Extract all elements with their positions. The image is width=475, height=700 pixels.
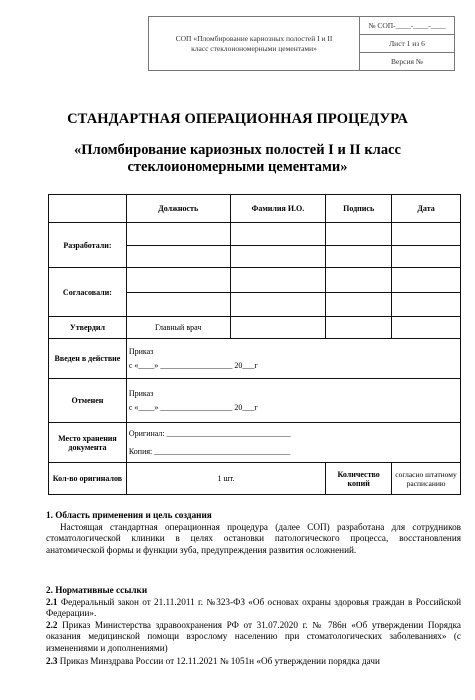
section-1-text: Настоящая стандартная операционная процедура (далее СОП) разработана для сотрудников стоматологической клиники в целях остановки патологического процесса, восстановления анатомической формы и функции зуба, предупреждения развития осложнений. xyxy=(46,522,461,555)
section-2-1 xyxy=(46,597,461,620)
cancelled-order xyxy=(126,379,460,423)
developed-name-cells xyxy=(231,223,326,267)
header-number: № СОП-____-____-____ xyxy=(360,17,455,35)
row-originals-count: Кол-во оригиналов xyxy=(49,463,127,495)
introduced-order-date: с «____» __________________ 20___г xyxy=(128,360,258,370)
row-approved: Утвердил xyxy=(49,317,127,339)
document-header xyxy=(148,16,455,71)
approved-signature xyxy=(326,317,392,339)
col-date: Дата xyxy=(392,195,461,223)
subtitle-line2: стеклоиономерными цементами» xyxy=(127,159,348,175)
cancelled-order-date: с «____» __________________ 20___г xyxy=(128,402,258,412)
document-subtitle xyxy=(0,142,475,176)
section-1-title: 1. Область применения и цель создания xyxy=(46,510,212,520)
copies-count-value: согласно штатному расписанию xyxy=(392,463,461,495)
header-title-line2: класс стеклоиономерными цементами» xyxy=(191,43,317,53)
developed-signature-cells xyxy=(326,223,391,267)
agreed-name-cells xyxy=(231,268,326,316)
introduced-order xyxy=(126,339,460,379)
developed-position-cells xyxy=(127,223,230,267)
storage-location xyxy=(126,423,460,463)
subtitle-line1: «Пломбирование кариозных полостей I и II класс xyxy=(74,142,401,158)
row-storage: Место хранения документа xyxy=(49,423,127,463)
agreed-signature-cells xyxy=(326,268,391,316)
copies-count-label: Количество копий xyxy=(326,463,392,495)
header-version: Версия № xyxy=(360,53,455,71)
approved-date xyxy=(392,317,461,339)
storage-original: Оригинал: _______________________________ xyxy=(128,428,291,438)
agreed-position-cells xyxy=(127,268,230,316)
developed-date-cells xyxy=(392,223,460,267)
section-2-2 xyxy=(46,620,461,654)
introduced-order-label: Приказ xyxy=(128,346,154,356)
col-signature: Подпись xyxy=(326,195,392,223)
section-2-3 xyxy=(46,656,461,667)
header-title-line1: СОП «Пломбирование кариозных полостей I и II xyxy=(175,34,333,44)
section-2-1-number: 2.1 xyxy=(46,597,58,607)
agreed-date-cells xyxy=(392,268,460,316)
header-sheet: Лист 1 из 6 xyxy=(360,35,455,53)
row-agreed: Согласовали: xyxy=(49,268,127,317)
cancelled-order-label: Приказ xyxy=(128,388,154,398)
section-2-title: 2. Нормативные ссылки xyxy=(46,585,148,595)
row-developed: Разработали: xyxy=(49,223,127,268)
section-2-1-text: Федеральный закон от 21.11.2011 г. №323-ФЗ «Об основах охраны здоровья граждан в Российской Федерации». xyxy=(46,597,461,619)
row-introduced: Введен в действие xyxy=(49,339,127,379)
col-name: Фамилия И.О. xyxy=(230,195,326,223)
section-2-3-text: Приказ Минздрава России от 12.11.2021 № 1051н «Об утверждении порядка дачи xyxy=(59,656,380,666)
approval-table xyxy=(48,194,461,495)
storage-copy: Копия: __________________________________ xyxy=(128,446,291,456)
document-title: СТАНДАРТНАЯ ОПЕРАЦИОННАЯ ПРОЦЕДУРА xyxy=(67,111,408,127)
originals-count-value: 1 шт. xyxy=(126,463,325,495)
col-position: Должность xyxy=(126,195,230,223)
row-cancelled: Отменен xyxy=(49,379,127,423)
header-title xyxy=(149,17,360,71)
approved-position: Главный врач xyxy=(126,317,230,339)
section-2-2-number: 2.2 xyxy=(46,620,58,630)
table-corner-cell xyxy=(49,195,127,223)
section-2-2-text: Приказ Министерства здравоохранения РФ от 31.07.2020 г. № 786н «Об утверждении Порядка оказания медицинской помощи взрослому населению при стоматологических заболеваниях» (с изменениями и дополнениями) xyxy=(46,620,462,653)
approved-name xyxy=(230,317,326,339)
section-2-3-number: 2.3 xyxy=(46,656,58,666)
